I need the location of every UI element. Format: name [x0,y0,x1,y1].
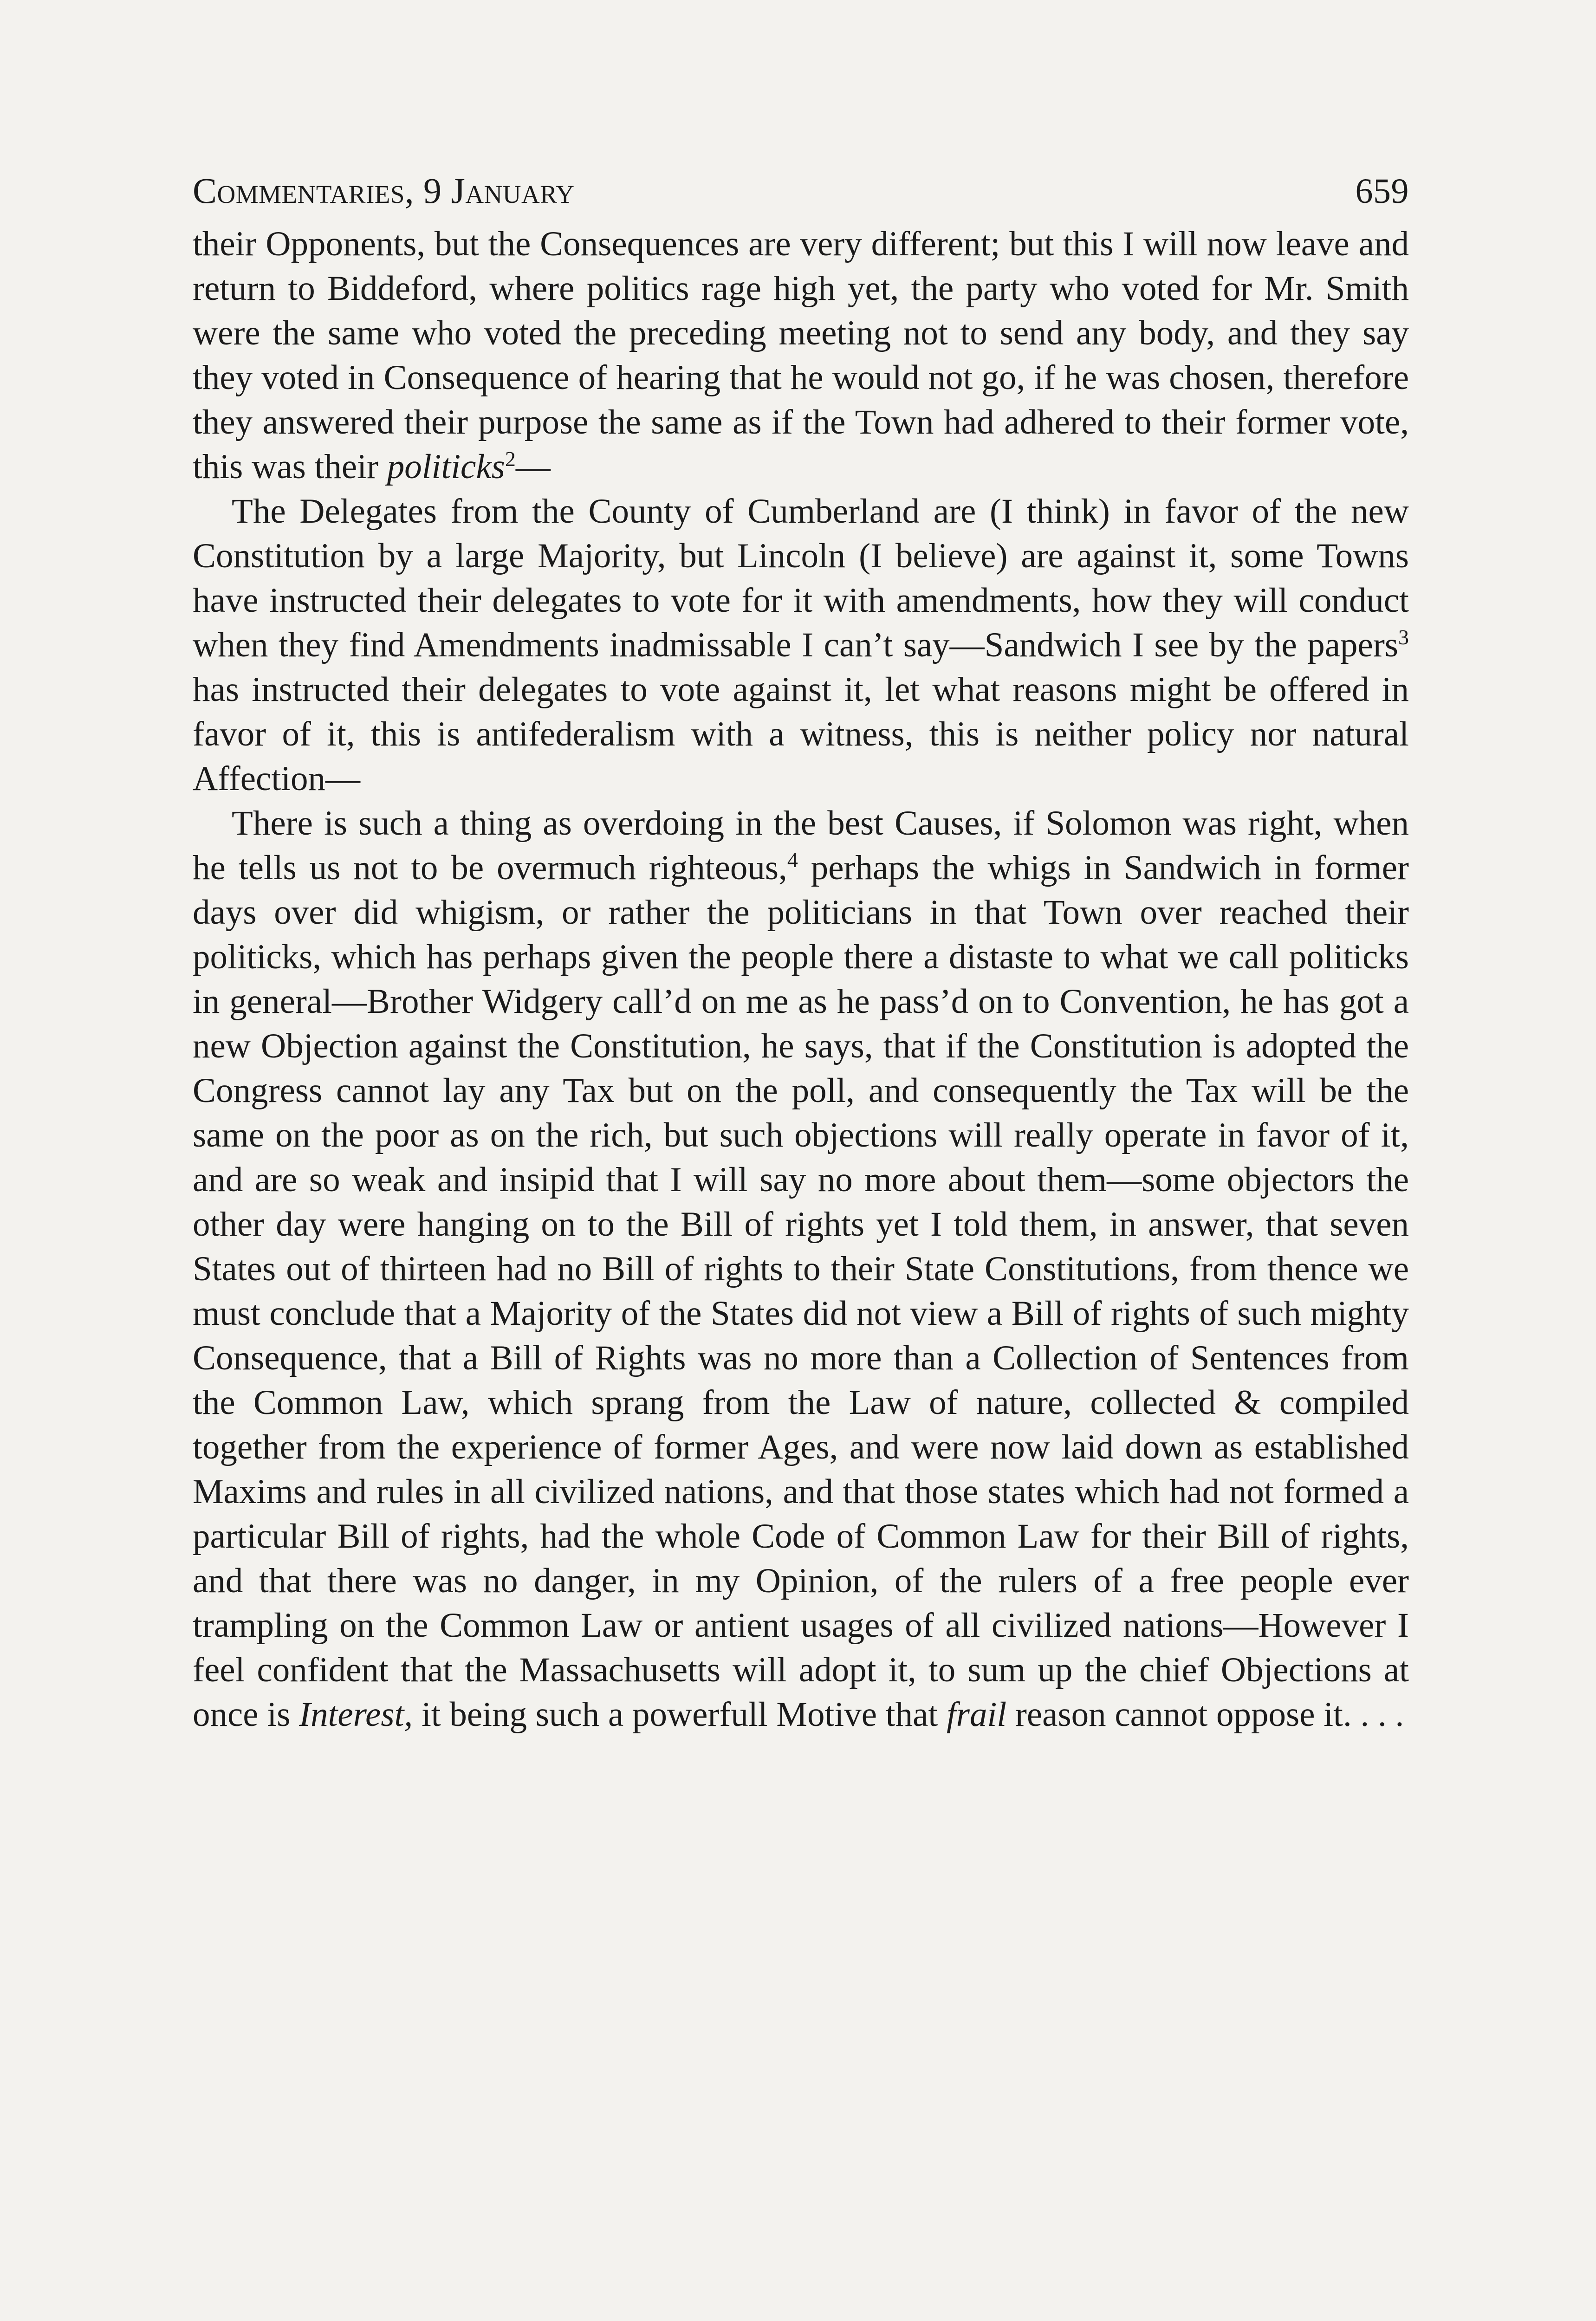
paragraph-2 [193,489,1409,801]
running-head-title: Commentaries, 9 January [193,170,575,211]
text-run: reason cannot oppose it. . . . [1006,1695,1404,1734]
body-text [193,222,1409,1737]
paragraph-1 [193,222,1409,489]
italic-text: politicks [387,447,505,486]
text-run: their Opponents, but the Consequences are very different; but this I will now leave and return to Biddeford, where politics rage high yet, the party who voted for Mr. Smith were the same who voted the preceding meeting not to send any body, and they say they voted in Consequence of hearing that he would not go, if he was chosen, therefore they answered their purpose the same as if the Town had adhered to their former vote, this was their [193,225,1409,486]
footnote-ref: 4 [787,848,798,872]
text-run: has instructed their delegates to vote against it, let what reasons might be offered in favor of it, this is antifederalism with a witness, this is neither policy nor natural Affection— [193,670,1409,798]
text-run: — [515,447,551,486]
text-run: The Delegates from the County of Cumberland are (I think) in favor of the new Constitution by a large Majority, but Lincoln (I believe) are against it, some Towns have instructed their delegates to vote for it with amendments, how they will conduct when they find Amendments inadmissable I can’t say—Sandwich I see by the papers [193,492,1409,664]
text-run: There is such a thing as overdoing in the best Causes, if Solomon was right, when he tells us not to be overmuch righteous, [193,804,1409,887]
page-number: 659 [1355,172,1409,211]
running-head [193,170,1409,211]
footnote-ref: 3 [1398,625,1409,649]
document-page [193,170,1409,1737]
italic-text: Interest, [299,1695,413,1734]
italic-text: frail [946,1695,1007,1734]
text-run: perhaps the whigs in Sandwich in former days over did whigism, or rather the politicians in that Town over reached their politicks, which has perhaps given the people there a distaste to what we call politicks in general—Brother Widgery call’d on me as he pass’d on to Convention, he has got a new Objection against the Constitution, he says, that if the Constitution is adopted the Congress cannot lay any Tax but on the poll, and consequently the Tax will be the same on the poor as on the rich, but such objections will really operate in favor of it, and are so weak and insipid that I will say no more about them—some objectors the other day were hanging on to the Bill of rights yet I told them, in answer, that seven States out of thirteen had no Bill of rights to their State Constitutions, from thence we must conclude that a Majority of the States did not view a Bill of rights of such mighty Consequence, that a Bill of Rights was no more than a Collection of Sentences from the Common Law, which sprang from the Law of nature, collected & compiled together from the experience of former Ages, and were now laid down as established Maxims and rules in all civilized nations, and that those states which had not formed a particular Bill of rights, had the whole Code of Common Law for their Bill of rights, and that there was no danger, in my Opinion, of the rulers of a free people ever trampling on the Common Law or antient usages of all civilized nations—However I feel confident that the Massachusetts will adopt it, to sum up the chief Objections at once is [193,849,1409,1734]
footnote-ref: 2 [505,447,516,471]
paragraph-3 [193,801,1409,1737]
text-run: it being such a powerfull Motive that [413,1695,947,1734]
